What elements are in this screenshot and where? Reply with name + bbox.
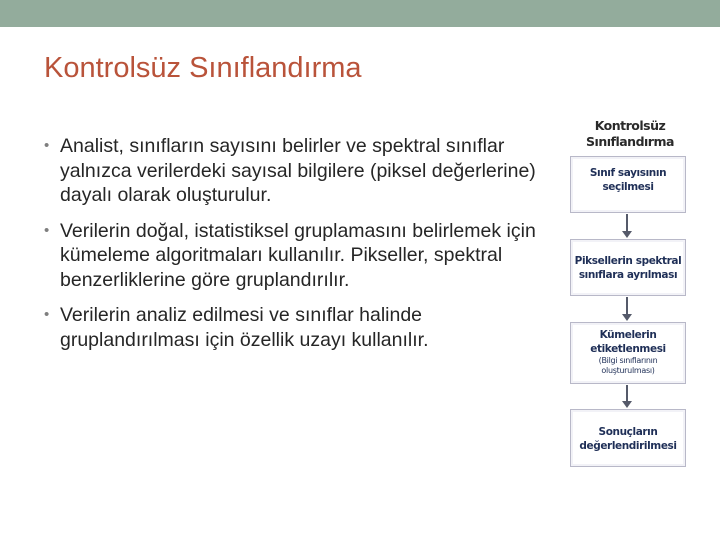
flowchart-heading <box>570 118 690 150</box>
bullet-icon: • <box>44 221 50 239</box>
bullet-text: Verilerin doğal, istatistiksel gruplamasını belirlemek için kümeleme algoritmaları kullanılır. Pikseller, spektral benzerliklerine göre gruplandırılır. <box>60 219 536 291</box>
bullet-text: Verilerin analiz edilmesi ve sınıflar halinde gruplandırılması için özellik uzayı kullanılır. <box>60 304 429 351</box>
down-arrow-icon <box>626 385 628 402</box>
flow-step-cluster-labeling <box>570 322 686 384</box>
flow-step-line: etiketlenmesi <box>590 343 666 355</box>
down-arrow-icon <box>626 214 628 232</box>
slide-title: Kontrolsüz Sınıflandırma <box>44 52 362 84</box>
flow-step-note: (Bilgi sınıflarının oluşturulması) <box>598 356 658 375</box>
flow-step-evaluation <box>570 409 686 467</box>
flow-step-line: Sonuçların <box>598 426 658 438</box>
flow-step-line: değerlendirilmesi <box>579 440 677 452</box>
flowchart <box>570 118 690 452</box>
bullet-text: Analist, sınıfların sayısını belirler ve spektral sınıflar yalnızca verilerdeki sayısal bilgilere (piksel değerlerine) dayalı olarak oluşturulur. <box>60 135 536 206</box>
flow-step-line: seçilmesi <box>602 181 654 193</box>
flowchart-heading-line: Kontrolsüz <box>594 118 666 133</box>
flow-step-class-count <box>570 156 686 213</box>
bullet-item <box>38 219 558 293</box>
flow-step-line: Piksellerin spektral <box>574 255 682 267</box>
top-bar <box>0 0 720 27</box>
flow-step-line: Kümelerin <box>599 329 657 341</box>
bullet-list <box>38 134 558 363</box>
bullet-item <box>38 134 558 208</box>
down-arrow-icon <box>626 297 628 315</box>
flow-step-pixel-separation <box>570 239 686 296</box>
bullet-icon: • <box>44 137 50 154</box>
flowchart-heading-line: Sınıflandırma <box>586 134 674 149</box>
flow-step-line: sınıflara ayrılması <box>578 269 678 281</box>
bullet-icon: • <box>44 306 50 323</box>
flow-step-line: Sınıf sayısının <box>589 167 667 179</box>
bullet-item <box>38 303 558 352</box>
